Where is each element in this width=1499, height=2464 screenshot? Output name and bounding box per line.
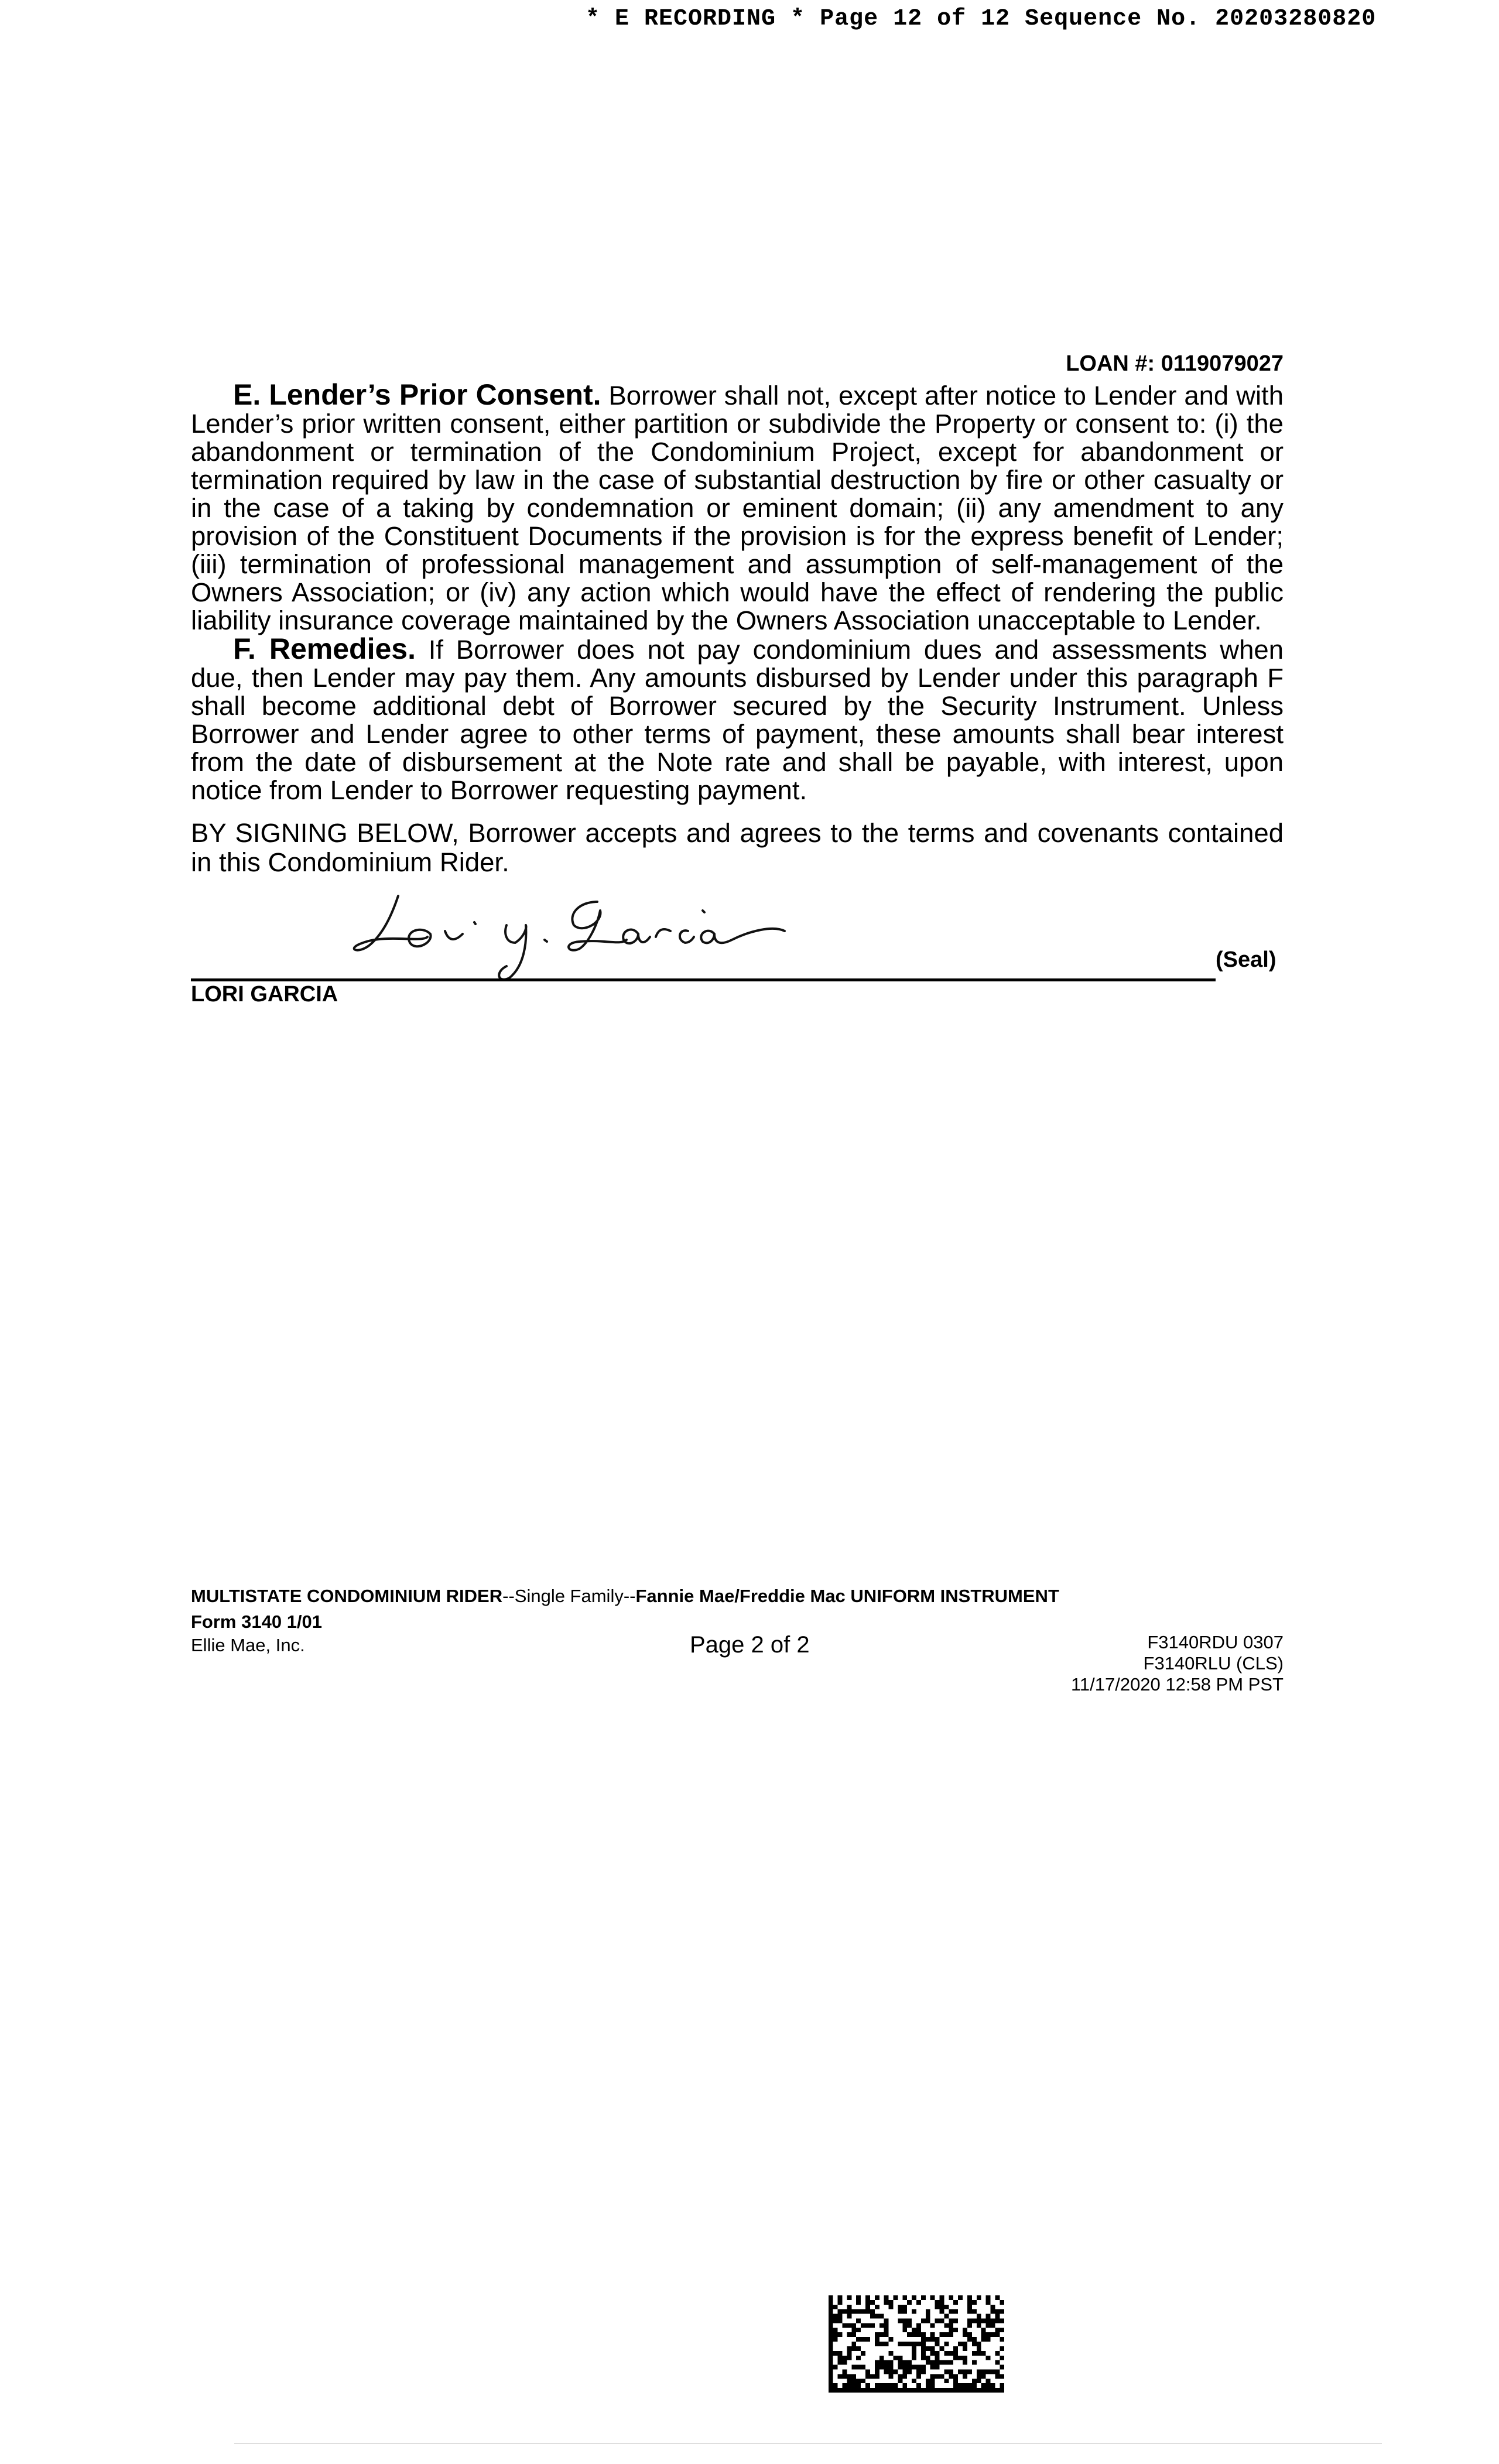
handwritten-signature bbox=[328, 878, 855, 1019]
signing-statement: BY SIGNING BELOW, Borrower accepts and agrees to the terms and covenants contained in this Condominium Rider. bbox=[191, 818, 1284, 877]
loan-number: LOAN #: 0119079027 bbox=[1066, 351, 1284, 376]
section-f-heading: F. Remedies. bbox=[233, 632, 416, 665]
footer-timestamp: 11/17/2020 12:58 PM PST bbox=[1070, 1674, 1284, 1695]
footer-code-1: F3140RDU 0307 bbox=[1147, 1632, 1284, 1652]
seal-label: (Seal) bbox=[1216, 947, 1276, 972]
datamatrix-barcode bbox=[827, 2295, 1005, 2393]
footer-title-part2: --Single Family-- bbox=[502, 1586, 636, 1606]
recording-header: * E RECORDING * Page 12 of 12 Sequence No. 20203280820 bbox=[586, 6, 1377, 32]
footer-code-2: F3140RLU (CLS) bbox=[1143, 1653, 1284, 1674]
section-e-heading: E. Lender’s Prior Consent. bbox=[233, 378, 601, 411]
section-f bbox=[191, 632, 1284, 805]
footer-form-number: Form 3140 1/01 bbox=[191, 1611, 323, 1632]
footer-title-part3: Fannie Mae/Freddie Mac UNIFORM INSTRUMENT bbox=[635, 1586, 1059, 1606]
scan-artifact-line bbox=[234, 2443, 1382, 2445]
signature-line bbox=[191, 978, 1216, 981]
footer-title bbox=[191, 1586, 1059, 1607]
footer-vendor: Ellie Mae, Inc. bbox=[191, 1635, 305, 1655]
footer-codes bbox=[1071, 1632, 1284, 1695]
rider-body bbox=[191, 378, 1284, 805]
section-f-text: If Borrower does not pay condominium dues and assessments when due, then Lender may pay them. Any amounts disbursed by Lender under this paragraph F shall become additional debt of Borrower secured by the Security Instrument. Unless Borrower and Lender agree to other terms of payment, these amounts shall bear interest from the date of disbursement at the Note rate and shall be payable, with interest, upon notice from Lender to Borrower requesting payment. bbox=[191, 635, 1284, 805]
section-e-text: Borrower shall not, except after notice to Lender and with Lender’s prior written consent, either partition or subdivide the Property or consent to: (i) the abandonment or termination of the Condominium Project, except for abandonment or termination required by law in the case of substantial destruction by fire or other casualty or in the case of a taking by condemnation or eminent domain; (ii) any amendment to any provision of the Constituent Documents if the provision is for the express benefit of Lender; (iii) termination of professional management and assumption of self-management of the Owners Association; or (iv) any action which would have the effect of rendering the public liability insurance coverage maintained by the Owners Association unacceptable to Lender. bbox=[191, 381, 1284, 635]
footer-page-number: Page 2 of 2 bbox=[690, 1632, 810, 1658]
section-e bbox=[191, 378, 1284, 635]
signer-name: LORI GARCIA bbox=[191, 982, 338, 1007]
footer-title-part1: MULTISTATE CONDOMINIUM RIDER bbox=[191, 1586, 503, 1606]
